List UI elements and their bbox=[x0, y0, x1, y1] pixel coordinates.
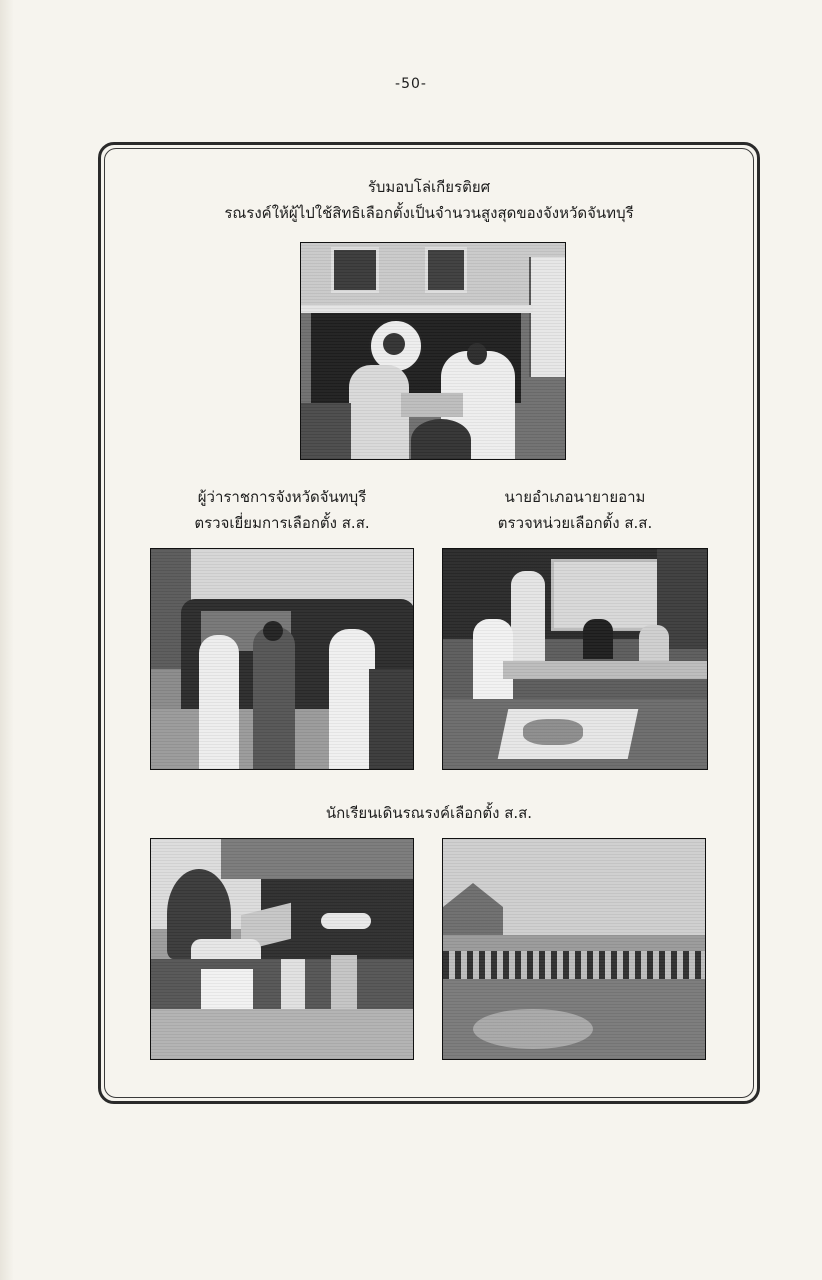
student-field-gathering-photo bbox=[442, 838, 706, 1060]
governor-caption bbox=[150, 484, 414, 536]
governor-caption-line2: ตรวจเยี่ยมการเลือกตั้ง ส.ส. bbox=[194, 514, 370, 532]
award-caption bbox=[104, 174, 754, 226]
district-chief-caption-line1: นายอำเภอนายายอาม bbox=[504, 488, 646, 506]
district-chief-caption-line2: ตรวจหน่วยเลือกตั้ง ส.ส. bbox=[497, 514, 653, 532]
student-march-street-photo bbox=[150, 838, 414, 1060]
page-edge-shadow bbox=[0, 0, 14, 1280]
governor-inspection-photo bbox=[150, 548, 414, 770]
page-number: -50- bbox=[395, 76, 427, 92]
governor-caption-line1: ผู้ว่าราชการจังหวัดจันทบุรี bbox=[197, 488, 367, 506]
award-ceremony-photo bbox=[300, 242, 566, 460]
award-caption-line1: รับมอบโล่เกียรติยศ bbox=[367, 178, 491, 196]
district-chief-caption bbox=[442, 484, 708, 536]
polling-unit-inspection-photo bbox=[442, 548, 708, 770]
students-caption: นักเรียนเดินรณรงค์เลือกตั้ง ส.ส. bbox=[325, 804, 533, 822]
award-caption-line2: รณรงค์ให้ผู้ไปใช้สิทธิเลือกตั้งเป็นจำนวนสูงสุดของจังหวัดจันทบุรี bbox=[224, 204, 634, 222]
